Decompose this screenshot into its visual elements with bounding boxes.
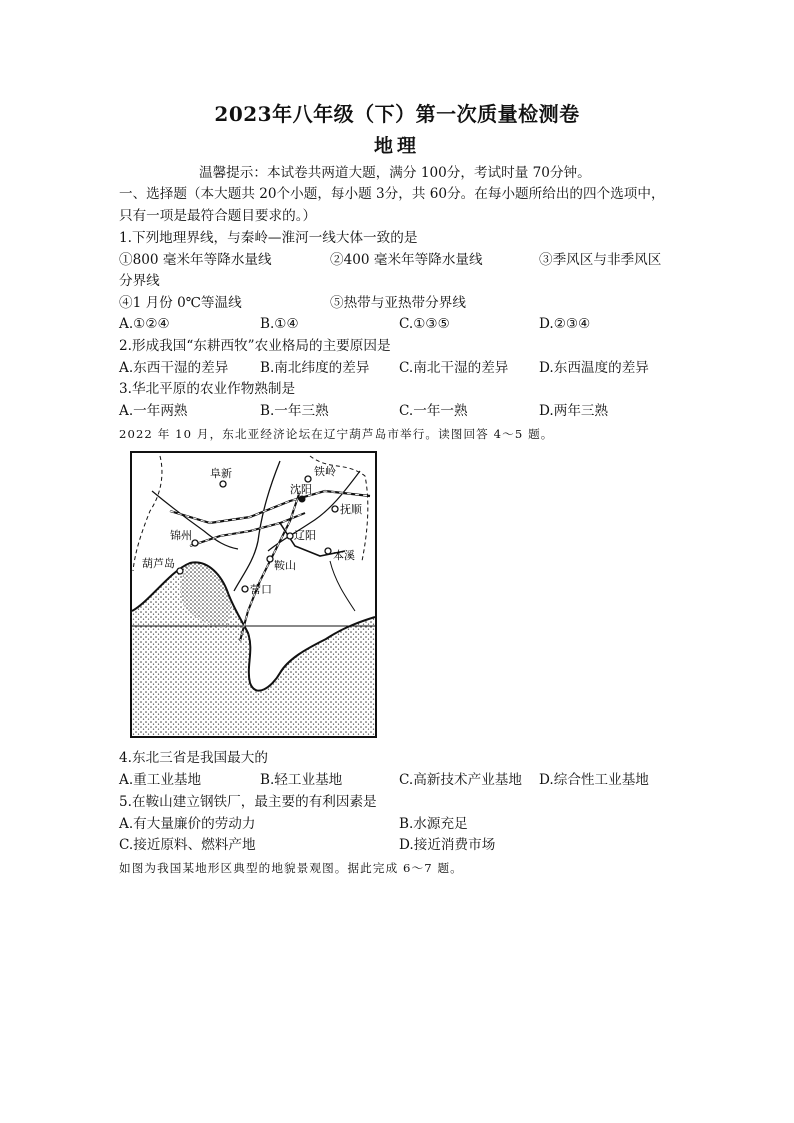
section-heading-line1: 一、选择题（本大题共 20个小题，每小题 3分，共 60分。在每小题所给出的四个选项中，	[119, 186, 665, 202]
city-liaoyang-marker	[287, 533, 293, 539]
q4-stem: 4.东北三省是我国最大的	[119, 750, 268, 766]
intro-q6-7: 如图为我国某地形区典型的地貌景观图。据此完成 6～7 题。	[119, 861, 463, 875]
q1-option-b: B.①④	[260, 316, 299, 332]
intro-q4-5: 2022 年 10 月，东北亚经济论坛在辽宁葫芦岛市举行。读图回答 4～5 题。	[119, 427, 554, 441]
q1-item-1: ①800 毫米年等降水量线	[119, 252, 272, 268]
city-benxi-marker	[325, 548, 331, 554]
q1-stem: 1.下列地理界线，与秦岭—淮河一线大体一致的是	[119, 230, 418, 246]
q2-option-d: D.东西温度的差异	[539, 360, 649, 376]
city-yingkou-marker	[242, 586, 248, 592]
q5-option-d: D.接近消费市场	[399, 837, 496, 853]
q1-item-3-cont: 分界线	[119, 273, 160, 289]
city-label-tieling: 铁岭	[314, 465, 336, 478]
city-fuxin-marker	[220, 481, 226, 487]
city-huludao-marker	[177, 568, 183, 574]
q3-option-a: A.一年两熟	[119, 403, 188, 419]
city-label-fuxin: 阜新	[210, 467, 232, 480]
q5-option-b: B.水源充足	[399, 816, 468, 832]
city-anshan-marker	[267, 556, 273, 562]
q3-option-d: D.两年三熟	[539, 403, 609, 419]
city-jinzhou-marker	[192, 540, 198, 546]
q2-option-a: A.东西干湿的差异	[119, 360, 229, 376]
city-label-fushun: 抚顺	[340, 503, 362, 516]
city-shenyang-marker	[299, 496, 306, 503]
city-label-benxi: 本溪	[333, 549, 355, 562]
q3-stem: 3.华北平原的农业作物熟制是	[119, 381, 296, 397]
q3-option-b: B.一年三熟	[260, 403, 329, 419]
q1-option-c: C.①③⑤	[399, 316, 450, 332]
q1-item-4: ④1 月份 0℃等温线	[119, 295, 242, 311]
q1-item-2: ②400 毫米年等降水量线	[330, 252, 483, 268]
q2-stem: 2.形成我国“东耕西牧”农业格局的主要原因是	[119, 338, 391, 354]
q4-option-b: B.轻工业基地	[260, 772, 343, 788]
city-fushun-marker	[332, 506, 338, 512]
q1-option-d: D.②③④	[539, 316, 591, 332]
q4-option-a: A.重工业基地	[119, 772, 202, 788]
city-label-shenyang: 沈阳	[290, 483, 312, 496]
q2-option-b: B.南北纬度的差异	[260, 360, 370, 376]
city-label-yingkou: 营口	[250, 583, 272, 596]
q5-stem: 5.在鞍山建立钢铁厂，最主要的有利因素是	[119, 794, 377, 810]
section-heading-line2: 只有一项是最符合题目要求的。）	[119, 208, 317, 224]
exam-tip: 温馨提示：本试卷共两道大题，满分 100分，考试时量 70分钟。	[199, 165, 591, 181]
q4-option-c: C.高新技术产业基地	[399, 772, 522, 788]
q1-item-5: ⑤热带与亚热带分界线	[330, 295, 466, 311]
subject-title: 地理	[373, 135, 420, 157]
city-label-liaoyang: 辽阳	[294, 529, 316, 542]
liaoning-map	[130, 451, 377, 738]
exam-title: 2023年八年级（下）第一次质量检测卷	[214, 102, 580, 126]
q5-option-c: C.接近原料、燃料产地	[119, 837, 256, 853]
q5-option-a: A.有大量廉价的劳动力	[119, 816, 256, 832]
q4-option-d: D.综合性工业基地	[539, 772, 649, 788]
city-label-anshan: 鞍山	[274, 559, 296, 572]
city-label-jinzhou: 锦州	[170, 529, 192, 542]
city-label-huludao: 葫芦岛	[142, 557, 175, 570]
q1-option-a: A.①②④	[119, 316, 170, 332]
city-tieling-marker	[305, 476, 311, 482]
q3-option-c: C.一年一熟	[399, 403, 468, 419]
q1-item-3: ③季风区与非季风区	[539, 252, 662, 268]
q2-option-c: C.南北干湿的差异	[399, 360, 509, 376]
